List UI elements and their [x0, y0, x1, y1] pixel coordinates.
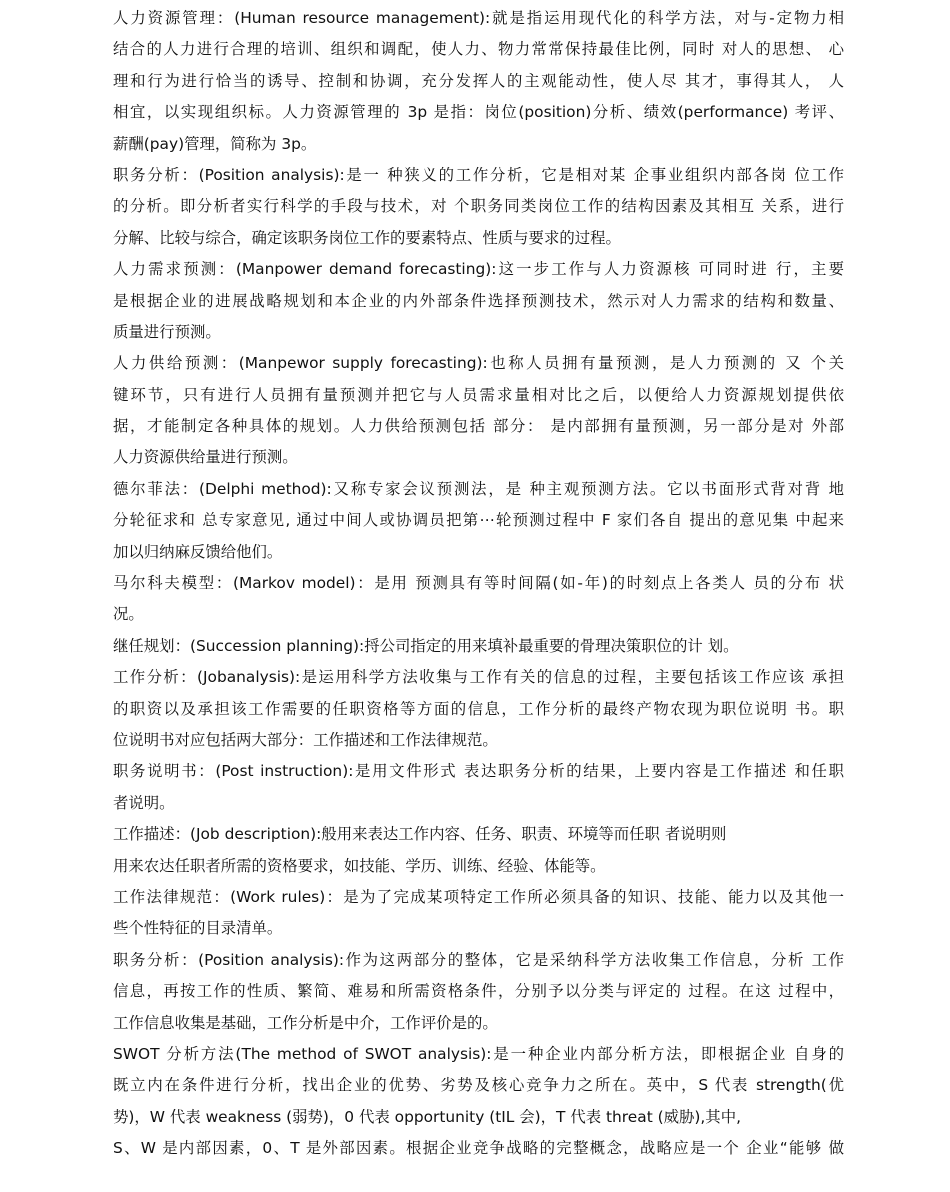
text-line: 是根据企业的进展战略规划和本企业的内外部条件选择预测技术，然示对人力需求的结构和数量、 [113, 291, 844, 310]
text-line: 质量进行预测。 [113, 322, 221, 341]
text-line: 相宜，以实现组织标。人力资源管理的 3p 是指：岗位(position)分析、绩效(performance) 考评、 [113, 103, 844, 122]
text-line: SWOT 分析方法(The method of SWOT analysis):是一种企业内部分析方法，即根据企业 自身的 [113, 1044, 844, 1063]
text-line: 人力资源管理：(Human resource management):就是指运用现代化的科学方法，对与-定物力相 [113, 9, 844, 27]
text-line: 的职资以及承担该工作需要的任职资格等方面的信息，工作分析的最终产物农现为职位说明 书。职 [113, 699, 844, 718]
text-line: 的分析。即分析者实行科学的手段与技术，对 个职务同类岗位工作的结构因素及其相互 关系，进行 [113, 197, 844, 216]
text-line: 用来农达任职者所需的资格要求，如技能、学历、训练、经验、体能等。 [113, 856, 606, 875]
text-line: 工作分析：(Jobanalysis):是运用科学方法收集与工作有关的信息的过程，主要包括该工作应该 承担 [113, 668, 844, 687]
text-line: 分轮征求和 总专家意见, 通过中间人或协调员把第⋯轮预测过程中 F 家们各自 提出的意见集 中起来 [113, 511, 844, 530]
text-line: 工作信息收集是基础，工作分析是中介，工作评价是的。 [113, 1013, 498, 1032]
text-line: 职务说明书：(Post instruction):是用文件形式 表达职务分析的结果，上要内容是工作描述 和任职 [113, 762, 844, 781]
text-line: 结合的人力进行合理的培训、组织和调配，使人力、物力常常保持最佳比例，同时 对人的思想、 心 [113, 40, 844, 59]
text-line: 些个性特征的目录清单。 [113, 919, 283, 938]
text-line: 加以归纳麻反馈给他们。 [113, 542, 283, 561]
text-line: 薪酬(pay)管理，简称为 3p。 [113, 134, 317, 153]
text-line: 位说明书对应包括两大部分：工作描述和工作法律规范。 [113, 730, 498, 749]
text-line: 工作描述：(Job description):般用来表达工作内容、任务、职责、环境等而任职 者说明则 [113, 825, 727, 844]
entry-manpower-demand-forecasting [113, 254, 844, 348]
text-line: 人力供给预测：(Manpewor supply forecasting):也称人员拥有量预测，是人力预测的 又 个关 [113, 354, 844, 373]
entry-job-analysis [113, 662, 844, 756]
entry-position-analysis-2 [113, 945, 844, 1039]
text-line: 德尔菲法：(Delphi method):又称专家会议预测法，是 种主观预测方法。它以书面形式背对背 地 [113, 479, 844, 498]
entry-manpower-supply-forecasting [113, 348, 844, 474]
document-page [113, 3, 844, 1164]
text-line: 况。 [113, 605, 144, 624]
text-line: 理和行为进行恰当的诱导、控制和协调，充分发挥人的主观能动性，使人尽 其才，事得其人， 人 [113, 71, 844, 90]
text-line: 继任规划：(Succession planning):捋公司指定的用来填补最重要的骨理决策职位的计 划。 [113, 636, 739, 655]
entry-markov-model [113, 568, 844, 631]
text-line: 既立内在条件进行分析，找出企业的优势、劣势及核心竞争力之所在。英中，S 代表 strength(优 [113, 1076, 844, 1095]
text-line: 分解、比较与综合，确定该职务岗位工作的要素特点、性质与要求的过程。 [113, 228, 621, 247]
entry-position-analysis [113, 160, 844, 254]
entry-work-rules [113, 882, 844, 945]
text-line: 工作法律规范：(Work rules)：是为了完成某项特定工作所必须具备的知识、技能、能力以及其他一 [113, 887, 844, 906]
entry-job-description [113, 819, 844, 882]
text-line: S、W 是内部因素，0、T 是外部因素。根据企业竞争战略的完整概念，战略应是一个 企业“能够 做 [113, 1139, 844, 1158]
text-line: 键环节，只有进行人员拥有量预测并把它与人员需求量相对比之后，以便给人力资源规划提供依 [113, 385, 844, 404]
text-line: 者说明。 [113, 793, 175, 812]
text-line: 人力资源供给量进行预测。 [113, 448, 298, 467]
entry-swot-analysis [113, 1039, 844, 1165]
entry-human-resource-management [113, 3, 844, 160]
text-line: 信息，再按工作的性质、繁简、难易和所需资格条件，分别予以分类与评定的 过程。在这 过程中， [113, 982, 844, 1001]
text-line: 职务分析：(Position analysis):作为这两部分的整体，它是采纳科学方法收集工作信息，分析 工作 [113, 950, 844, 969]
text-line: 势)，W 代表 weakness (弱势)，0 代表 opportunity (tIL 会)，T 代表 threat (威胁),其中, [113, 1107, 741, 1126]
text-line: 据，才能制定各种具体的规划。人力供给预测包括 部分： 是内部拥有量预测，另一部分是对 外部 [113, 417, 844, 436]
text-line: 人力需求预测：(Manpower demand forecasting):这一步工作与人力资源核 可同时进 行，主要 [113, 260, 844, 279]
text-line: 职务分析：(Position analysis):是一 种狭义的工作分析，它是相对某 企事业组织内部各岗 位工作 [113, 165, 844, 184]
entry-post-instruction [113, 756, 844, 819]
text-line: 马尔科夫模型：(Markov model)：是用 预测具有等时间隔(如-年)的时刻点上各类人 员的分布 状 [113, 574, 844, 593]
entry-succession-planning [113, 631, 844, 662]
entry-delphi-method [113, 474, 844, 568]
